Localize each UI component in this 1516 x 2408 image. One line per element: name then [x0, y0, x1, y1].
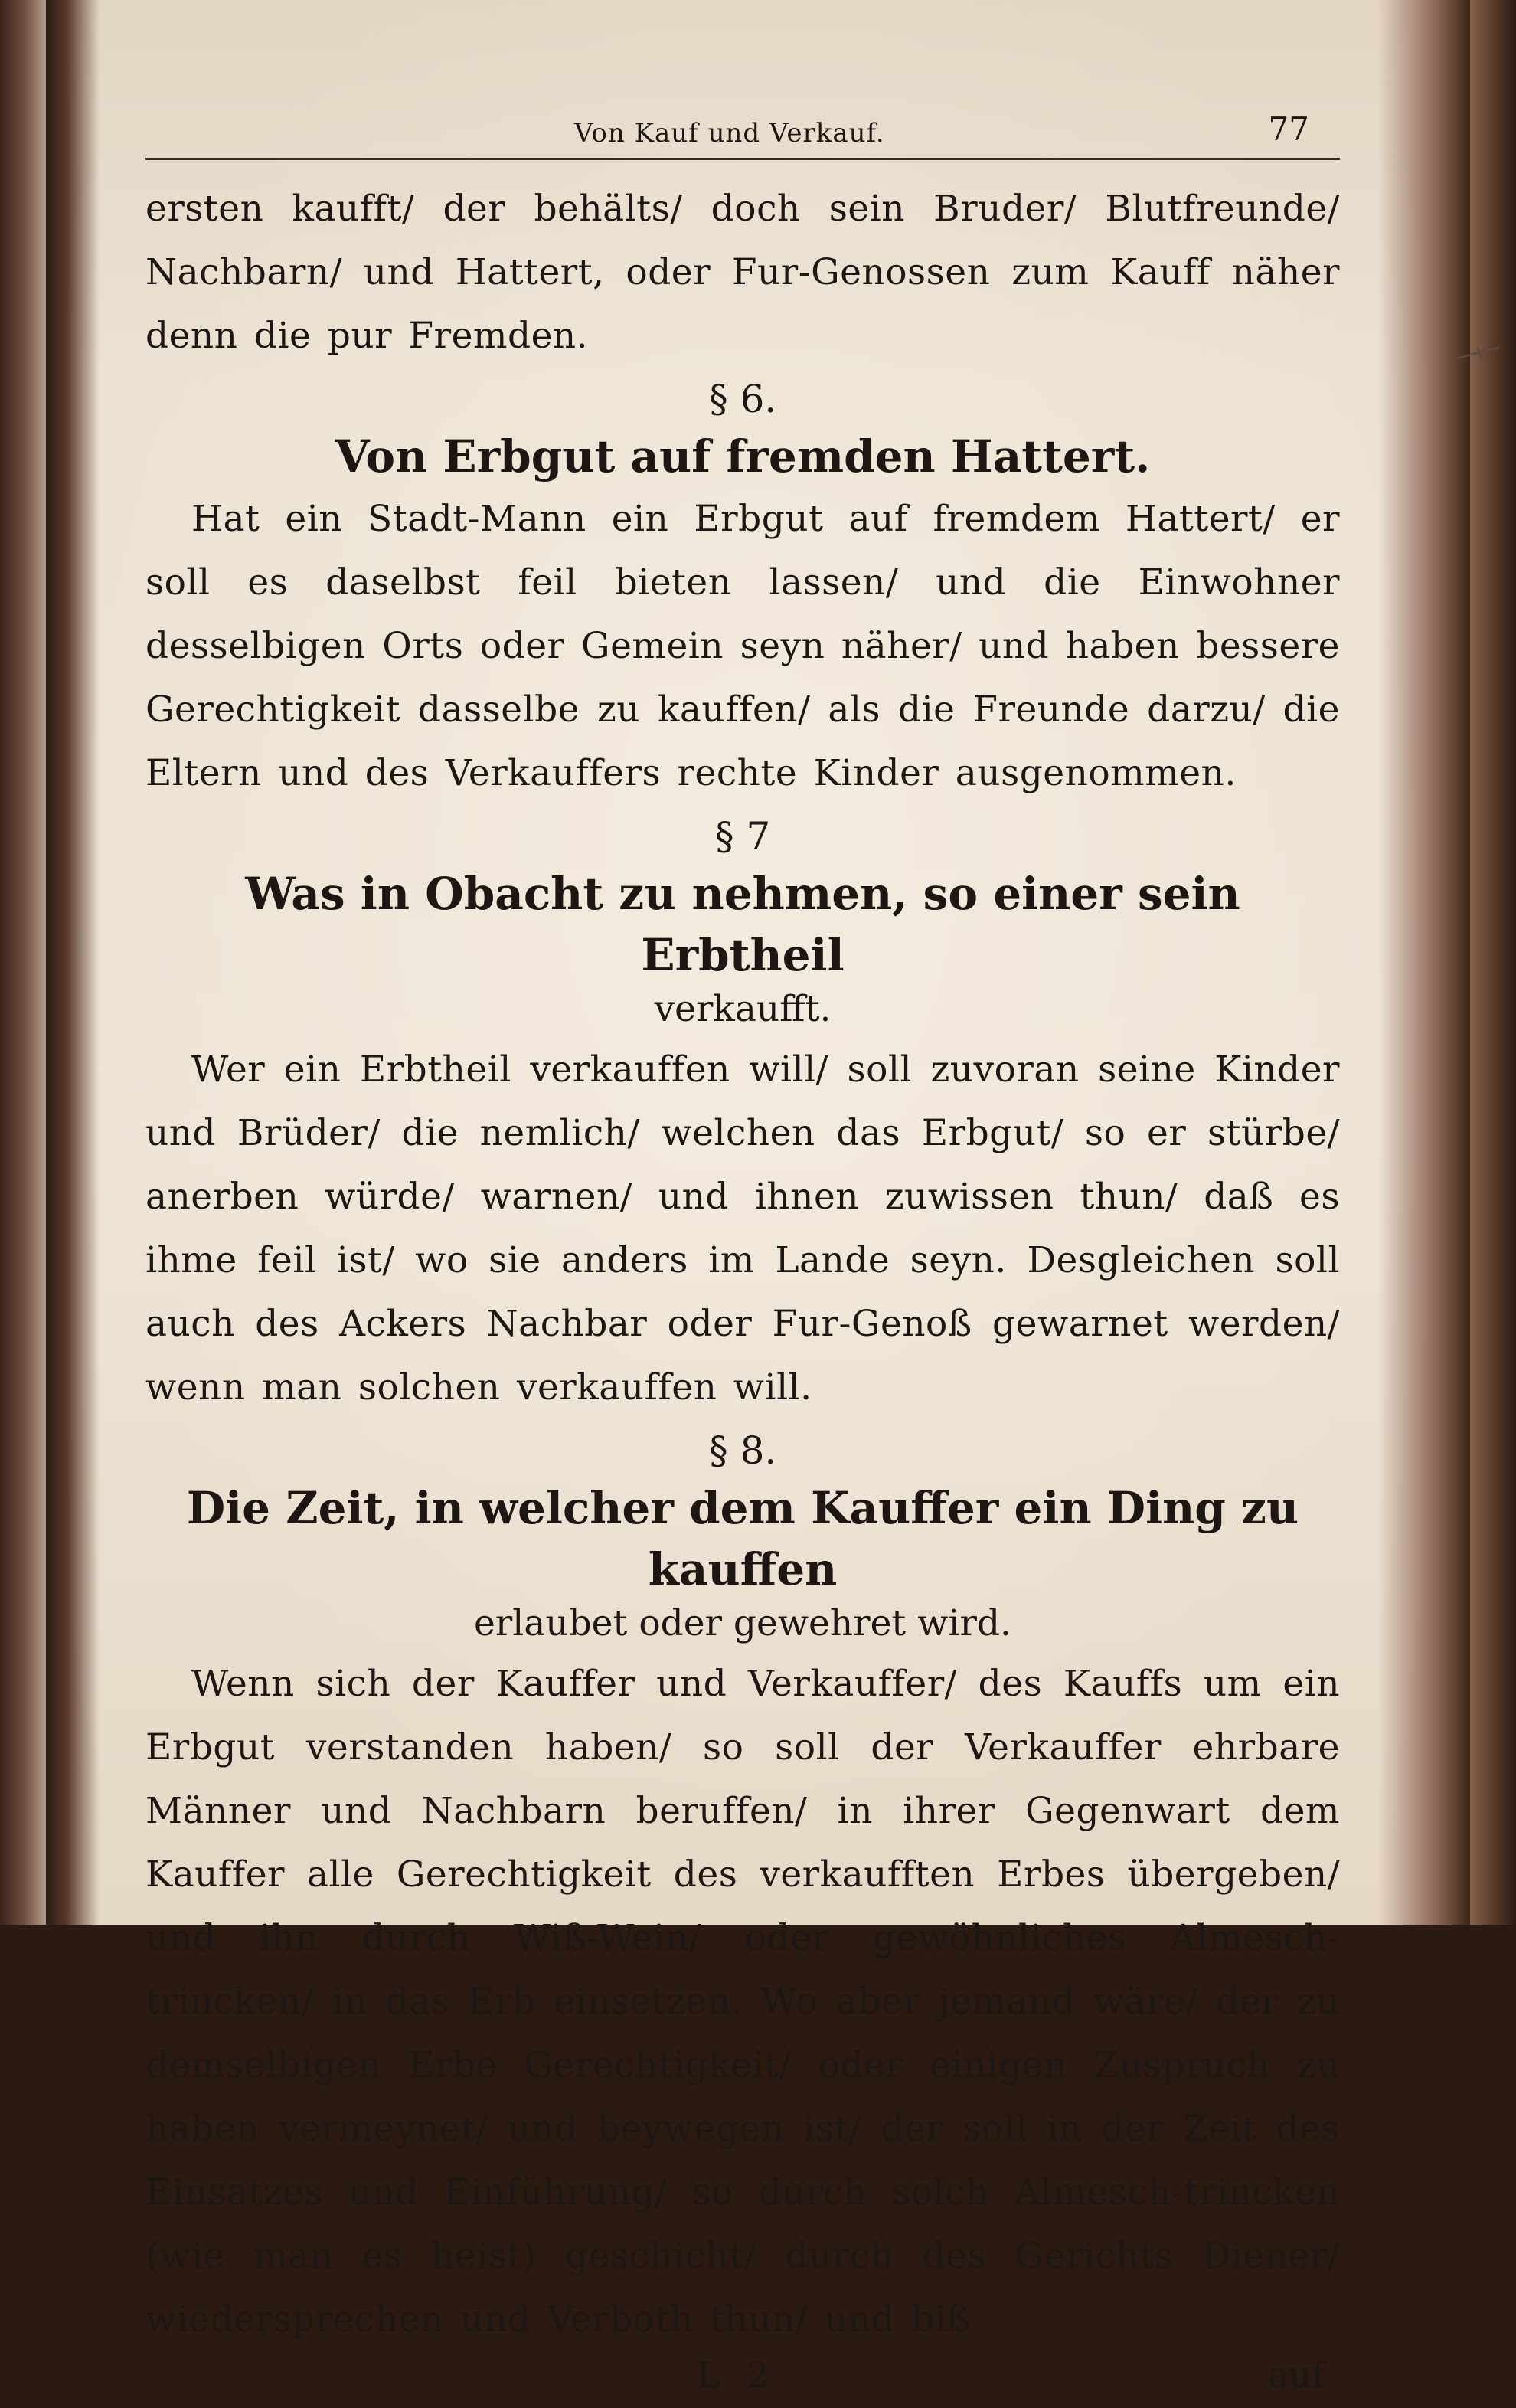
section-number: § 8. — [708, 1428, 777, 1473]
running-title: Von Kauf und Verkauf. — [574, 118, 885, 149]
page-number: 77 — [1268, 110, 1309, 148]
section-number: § 7 — [714, 814, 771, 859]
book-page — [46, 0, 1470, 2396]
section-paragraph: Wenn sich der Kauffer und Verkauffer/ des Kauffs um ein Erbgut verstanden haben/ so soll der Verkauffer ehrbare Männer und Nachbarn beruffen/ in ihrer Gegenwart dem Kauffer alle Gerechtigkeit des verkaufften Erbes übergeben/ und ihn durch Wiß-Wein/ oder gewöhnliches Almesch-trincken/ in das Erb einsetzen. Wo aber jemand wäre/ der zu demselbigen Erbe Gerechtigkeit/ oder einigen Zuspruch zu haben vermeynet/ und beywegen ist/ der soll in der Zeit des Einsatzes und Einführung/ so durch solch Almesch-trincken (wie man es heist) geschicht/ durch des Gerichts Diener/ wiedersprechen und Verboth thun/ und biß — [145, 1663, 1340, 2341]
pencil-mark-icon — [1455, 345, 1501, 363]
section-heading: Was in Obacht zu nehmen, so einer sein Erbtheil — [245, 868, 1240, 981]
book-binding-shadow — [46, 0, 100, 1925]
page-footer — [145, 2354, 1340, 2408]
section-heading: Von Erbgut auf fremden Hattert. — [335, 430, 1151, 483]
section-subheading: erlaubet oder gewehret wird. — [473, 1602, 1012, 1644]
section-paragraph: Wer ein Erbtheil verkauffen will/ soll zuvoran seine Kinder und Brüder/ die nemlich/ welchen das Erbgut/ so er stürbe/ anerben würde/ warnen/ und ihnen zuwissen thun/ daß es ihme feil ist/ wo sie anders im Lande seyn. Desgleichen soll auch des Ackers Nachbar oder Fur-Genoß gewarnet werden/ wenn man solchen verkauffen will. — [145, 1049, 1340, 1408]
catchword: auf — [1267, 2354, 1325, 2396]
section-6 — [145, 372, 1340, 805]
section-subheading: verkaufft. — [654, 988, 832, 1030]
running-head — [145, 110, 1340, 160]
section-paragraph: Hat ein Stadt-Mann ein Erbgut auf fremdem Hattert/ er soll es daselbst feil bieten lassen/ und die Einwohner desselbigen Orts oder Gemein seyn näher/ und haben bessere Gerechtigkeit dasselbe zu kauffen/ als die Freunde darzu/ die Eltern und des Verkauffers rechte Kinder ausgenommen. — [145, 498, 1340, 794]
opening-paragraph: ersten kaufft/ der behälts/ doch sein Bruder/ Blutfreunde/ Nachbarn/ und Hattert, oder Fur-Genossen zum Kauff näher denn die pur Fremden. — [145, 188, 1340, 357]
page-text — [145, 110, 1340, 2408]
section-8 — [145, 1424, 1340, 2351]
signature-mark: L 2 — [697, 2354, 777, 2396]
section-number: § 6. — [708, 377, 777, 421]
page-edge-shadow — [1378, 0, 1470, 1925]
section-7 — [145, 810, 1340, 1419]
section-heading: Die Zeit, in welcher dem Kauffer ein Ding zu kauffen — [186, 1482, 1299, 1595]
